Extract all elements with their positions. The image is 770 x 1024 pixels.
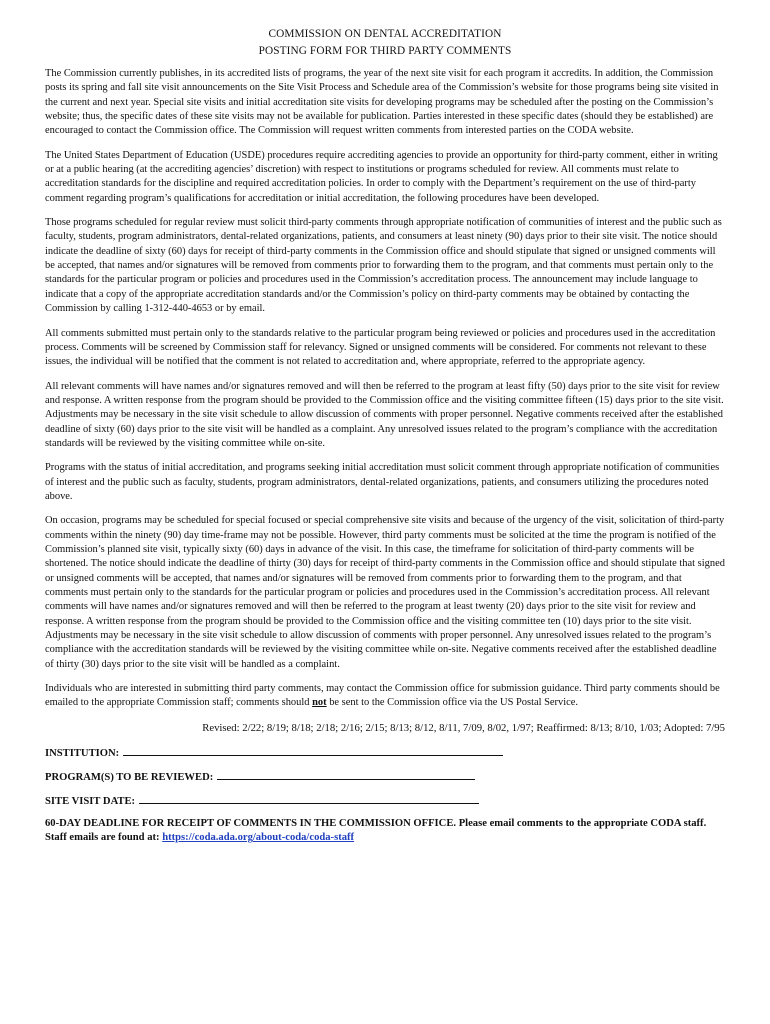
title-line-1: COMMISSION ON DENTAL ACCREDITATION: [268, 28, 502, 40]
paragraph-special-visits: On occasion, programs may be scheduled for special focused or special comprehensive site visits and because of the urgency of the visit, solicitation of third-party comments within the ninety (90) day time-frame may not be possible. However, third party comments must be solicited at the time the program is notified of the Commission’s planned site visit, typically sixty (60) days in advance of the visit. In this case, the timeframe for solicitation of third-party comments will be shortened. The notice should indicate the deadline of thirty (30) days for receipt of third-party comments in the Commission office and should stipulate that signed or unsigned comments will be accepted, that names and/or signatures will be removed from comments prior to forwarding them to the program, and that comments must pertain only to the standards for the particular program or policies and procedures used in the Commission’s accreditation process. All relevant comments will have names and/or signatures removed and will then be referred to the program at least twenty (20) days prior to the site visit for review and response. A written response from the program should be provided to the Commission office and the visiting committee ten (10) days prior to the site visit. Adjustments may be necessary in the site visit schedule to allow discussion of comments with proper personnel. Any unresolved issues related to the program’s compliance with the accreditation standards will be reviewed by the visiting committee while on-site. Negative comments received after the established deadline of thirty (30) days prior to the site visit will be handled as a complaint.: [45, 515, 725, 670]
revision-history: Revised: 2/22; 8/19; 8/18; 2/18; 2/16; 2/15; 8/13; 8/12, 8/11, 7/09, 8/02, 1/97; Reaffirmed: 8/13; 8/10, 1/03; Adopted: 7/95: [202, 721, 725, 734]
document-page: [45, 26, 725, 846]
coda-staff-link[interactable]: https://coda.ada.org/about-coda/coda-staff: [162, 832, 355, 844]
programs-field: [45, 769, 725, 785]
site-visit-field: [45, 793, 725, 809]
paragraph-usde-procedures: The United States Department of Education (USDE) procedures require accrediting agencies to provide an opportunity for third-party comment, either in writing or at a public hearing (at the accrediting agencies’ discretion) with respect to institutions or programs scheduled for review. All comments must relate to accreditation standards for the discipline and required accreditation policies. In order to comply with the Department’s requirement on the use of third-party comment regarding program’s qualifications for accreditation or initial accreditation, the following procedures have been developed.: [45, 149, 718, 204]
submission-text-before: Individuals who are interested in submitting third party comments, may contact the Commission office for submission guidance. Third party comments should be emailed to the appropriate Commission staff; comments should: [45, 683, 720, 709]
deadline-text: 60-DAY DEADLINE FOR RECEIPT OF COMMENTS IN THE COMMISSION OFFICE. Please email comments to the appropriate CODA staff. Staff emails are found at:: [45, 817, 707, 844]
document-title: [45, 26, 725, 60]
paragraph-regular-review: Those programs scheduled for regular review must solicit third-party comments through appropriate notification of communities of interest and the public such as faculty, students, program administrators, dental-related organizations, patients, and consumers at least ninety (90) days prior to their site visit. The notice should indicate the deadline of sixty (60) days for receipt of third-party comments in the Commission office and should stipulate that signed or unsigned comments will be accepted, that names and/or signatures will be removed from comments prior to forwarding them to the program, and that comments must pertain only to the standards for the particular program or policies and procedures used in the Commission’s accreditation process. The announcement may include language to indicate that a copy of the appropriate accreditation standards and/or the Commission’s policy on third-party comments may be obtained by contacting the Commission by calling 1-312-440-4653 or by email.: [45, 217, 722, 315]
institution-label: INSTITUTION:: [45, 747, 120, 759]
paragraph-comment-relevance: All comments submitted must pertain only to the standards relative to the particular program being reviewed or policies and procedures used in the accreditation process. Comments will be screened by Commission staff for relevancy. Signed or unsigned comments will be considered. For comments not relevant to these issues, the individual will be notified that the comment is not related to accreditation and, where appropriate, referred to the appropriate agency.: [45, 327, 716, 368]
programs-blank-line[interactable]: [217, 769, 475, 780]
paragraph-initial-accreditation: Programs with the status of initial accreditation, and programs seeking initial accreditation must solicit comment through appropriate notification of communities of interest and the public such as faculty, students, program administrators, dental-related organizations, patients, and consumers utilizing the procedures noted above.: [45, 462, 720, 502]
site-visit-label: SITE VISIT DATE:: [45, 795, 136, 807]
deadline-notice: [45, 817, 725, 846]
paragraph-submission-guidance: [45, 682, 725, 711]
title-line-2: POSTING FORM FOR THIRD PARTY COMMENTS: [258, 45, 512, 57]
programs-label: PROGRAM(S) TO BE REVIEWED:: [45, 771, 214, 783]
site-visit-blank-line[interactable]: [139, 793, 479, 804]
institution-field: [45, 745, 725, 761]
institution-blank-line[interactable]: [123, 745, 503, 756]
submission-text-after: be sent to the Commission office via the US Postal Service.: [326, 697, 579, 709]
paragraph-relevant-comments: All relevant comments will have names and/or signatures removed and will then be referred to the program at least fifty (50) days prior to the site visit for review and response. A written response from the program should be provided to the Commission office and the visiting committee fifteen (15) days prior to the site visit. Adjustments may be necessary in the site visit schedule to allow discussion of comments with proper personnel. Negative comments received after the established deadline of sixty (60) days prior to the site visit will be handled as a complaint. Any unresolved issues related to the program’s compliance with the accreditation standards will be reviewed by the visiting committee while on-site.: [45, 380, 724, 449]
paragraph-publication: The Commission currently publishes, in its accredited lists of programs, the year of the next site visit for each program it accredits. In addition, the Commission posts its spring and fall site visit announcements on the Site Visit Process and Schedule area of the Commission’s website for those programs being site visited in the current and next year. Special site visits and initial accreditation site visits for developing programs may be scheduled after the posting on the Commission’s website; thus, the specific dates of these site visits may not be available for publication. Parties interested in these specific dates (should they be established) are encouraged to contact the Commission office. The Commission will request written comments from interested parties on the CODA website.: [45, 68, 719, 137]
submission-emphasis-not: not: [312, 697, 327, 709]
